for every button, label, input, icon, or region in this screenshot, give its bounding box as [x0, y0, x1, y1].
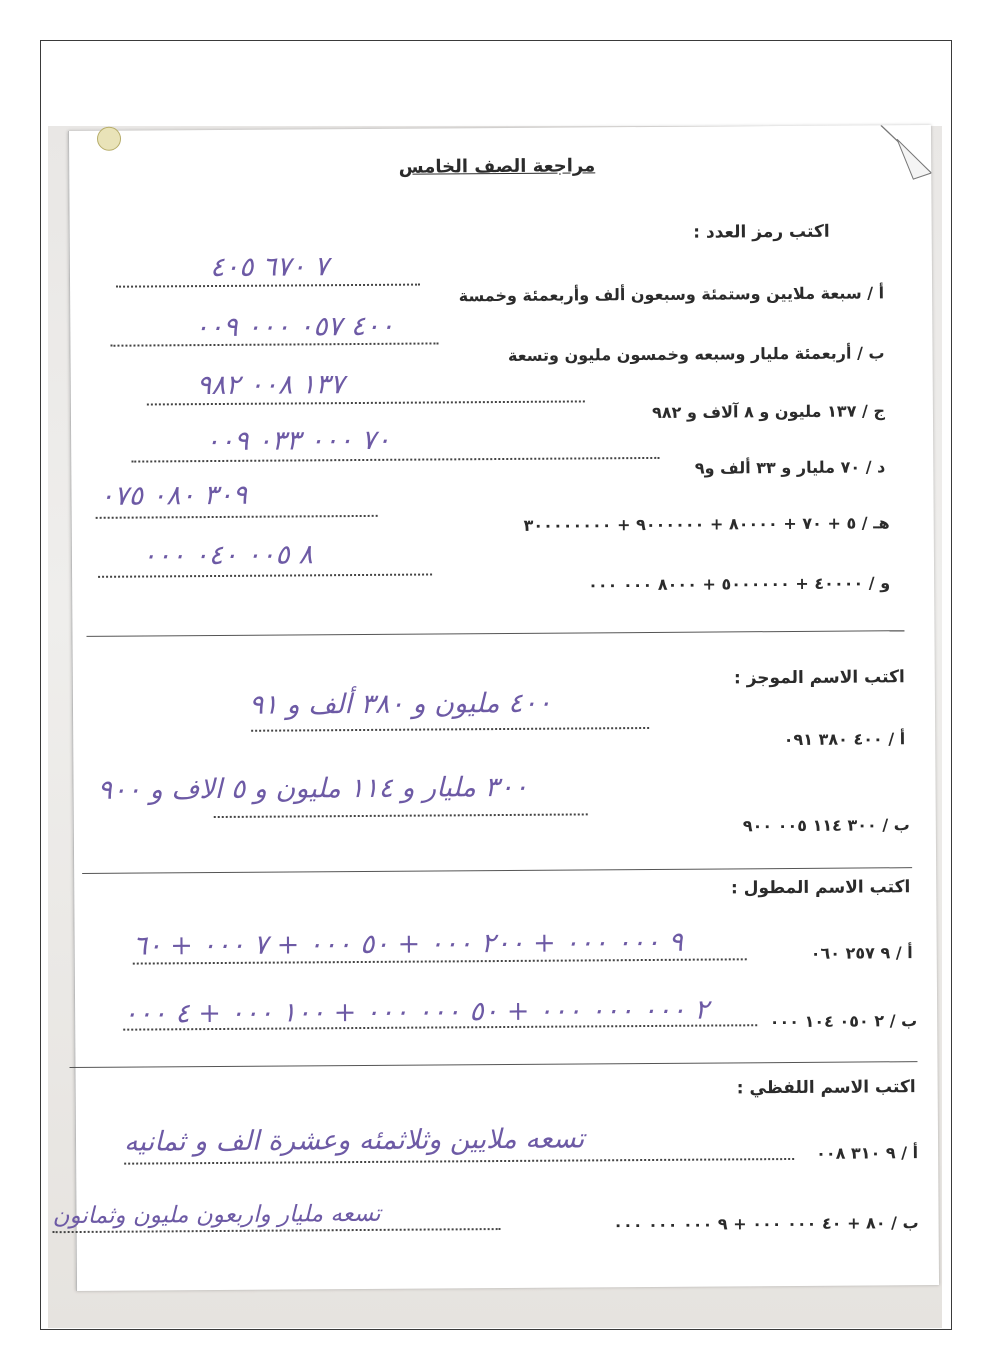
question-prompt: د / ٧٠ مليار و ٣٣ ألف و٩ — [694, 457, 886, 478]
answer-line — [116, 284, 420, 288]
question-prompt: هـ / ٥ + ٧٠ + ٨٠٠٠٠ + ٩٠٠٠٠٠٠ + ٣٠٠٠٠٠٠٠٠ — [523, 513, 890, 535]
section-heading-word-form: اكتب الاسم اللفظي : — [736, 1077, 916, 1099]
handwritten-answer: ٩ ٠٠٠ ٠٠٠ + ٢٠٠ ٠٠٠ + ٥٠ ٠٠٠ + ٧ ٠٠٠ + ٦٠ — [132, 926, 684, 962]
question-prompt: ج / ١٣٧ مليون و ٨ آلاف و ٩٨٢ — [652, 401, 886, 422]
handwritten-answer: ٢ ٠٠٠ ٠٠٠ ٠٠٠ + ٥٠ ٠٠٠ ٠٠٠ + ١٠٠ ٠٠٠ + ٤ ٠٠٠ — [123, 994, 709, 1030]
question-prompt: أ / ٩ ٢٥٧ ٠٦٠ — [810, 943, 913, 963]
section-heading-expanded-form: اكتب الاسم المطول : — [730, 877, 911, 899]
answer-line — [53, 1228, 501, 1233]
question-prompt: ب / ٨٠ + ٤٠ ٠٠٠ ٠٠٠ + ٩ ٠٠٠ ٠٠٠ ٠٠٠ — [613, 1213, 919, 1235]
question-prompt: أ / ٩ ٣١٠ ٠٠٨ — [816, 1143, 919, 1163]
handwritten-answer: ٧ ٦٧٠ ٤٠٥ — [209, 251, 329, 284]
question-prompt: ب / ٣٠٠ ١١٤ ٠٠٥ ٩٠٠ — [742, 815, 910, 836]
question-prompt: و / ٤٠٠٠٠ + ٥٠٠٠٠٠٠ + ٨٠٠٠ ٠٠٠ ٠٠٠ — [588, 573, 891, 595]
handwritten-answer: ٣٠٠ مليار و ١١٤ مليون و ٥ الاف و ٩٠٠ — [97, 771, 529, 806]
answer-line — [96, 515, 378, 519]
section-heading-number-symbol: اكتب رمز العدد : — [693, 221, 830, 243]
answer-line — [214, 813, 588, 818]
worksheet-title: مراجعة الصف الخامس — [398, 155, 596, 178]
handwritten-answer: ٨ ٠٠٥ ٠٤٠ ٠٠٠ — [141, 539, 313, 572]
handwritten-answer: ١٣٧ ٠٠٨ ٩٨٢ — [196, 369, 345, 402]
question-prompt: ب / أربعمئة مليار وسبعه وخمسون مليون وتسعة — [507, 343, 885, 365]
answer-line — [251, 727, 649, 732]
answer-line — [124, 1158, 794, 1165]
answer-line — [131, 457, 659, 463]
handwritten-answer: ٣٠٩ ٠٨٠ ٠٧٥ — [99, 479, 248, 512]
question-prompt: ب / ٢ ٠٥٠ ١٠٤ ٠٠٠ — [769, 1011, 918, 1032]
answer-line — [110, 342, 438, 346]
worksheet — [52, 125, 939, 1291]
handwritten-answer: ٤٠٠ مليون و ٣٨٠ ألف و ٩١ — [248, 687, 552, 721]
handwritten-answer: تسعه ملايين وثلاثمئه وعشرة الف و ثمانيه — [123, 1123, 585, 1158]
section-divider — [82, 867, 912, 874]
handwritten-answer: تسعه مليار واربعون مليون وثمانون — [52, 1200, 381, 1230]
question-prompt: أ / سبعة ملايين وستمئة وسبعون ألف وأربعمئة وخمسة — [458, 283, 885, 306]
section-divider — [86, 630, 904, 637]
handwritten-answer: ٧٠ ٠٠٠ ٠٣٣ ٠٠٩ — [205, 424, 391, 458]
bulb-icon — [97, 127, 121, 151]
section-heading-short-name: اكتب الاسم الموجز : — [733, 667, 905, 689]
handwritten-answer: ٤٠٠ ٠٥٧ ٠٠٠ ٠٠٩ — [194, 310, 395, 344]
answer-line — [98, 573, 432, 577]
answer-line — [147, 400, 585, 405]
question-prompt: أ / ٤٠٠ ٣٨٠ ٠٩١ — [783, 729, 906, 750]
folded-corner — [873, 125, 931, 183]
section-divider — [69, 1061, 917, 1068]
